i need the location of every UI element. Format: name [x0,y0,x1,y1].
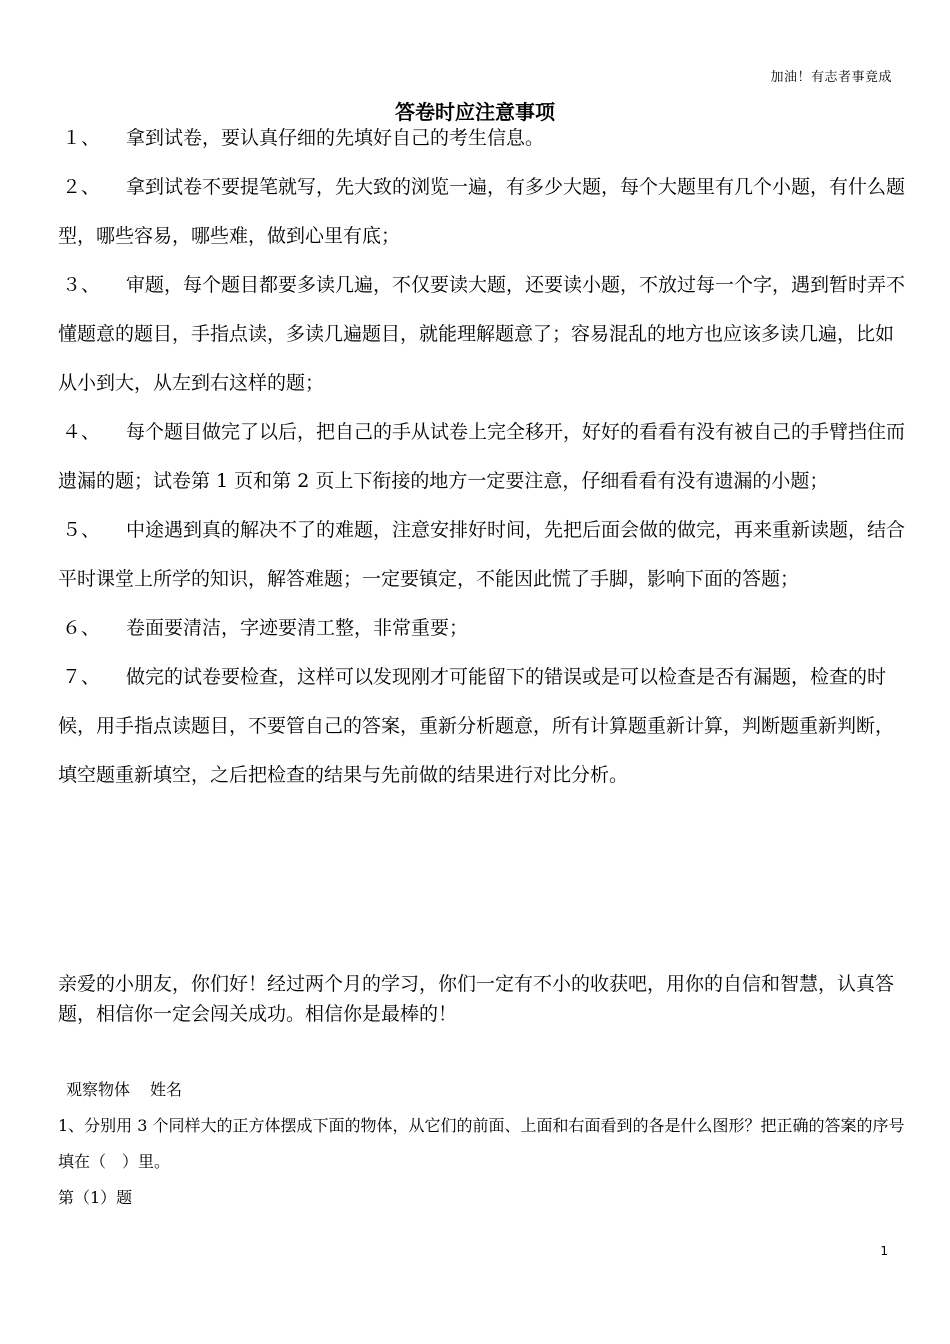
item-number: ３、 [62,274,101,296]
page-number: 1 [880,1244,888,1258]
document-title: 答卷时应注意事项 [395,100,555,124]
item-number: ５、 [62,519,101,541]
item-text: 做完的试卷要检查，这样可以发现刚才可能留下的错误或是可以检查是否有漏题，检查的时候，用手指点读题目，不要管自己的答案，重新分析题意，所有计算题重新计算，判断题重新判断，填空题重新填空，之后把检查的结果与先前做的结果进行对比分析。 [58,666,895,786]
exercise-question: 1、分别用 3 个同样大的正方体摆成下面的物体，从它们的前面、上面和右面看到的各是什么图形？把正确的答案的序号填在（ ）里。 [58,1116,905,1171]
list-item [58,653,910,800]
list-item [58,261,910,408]
item-text: 拿到试卷，要认真仔细的先填好自己的考生信息。 [126,127,545,149]
item-number: ７、 [62,666,101,688]
exercise-section [58,1072,910,1216]
item-text: 中途遇到真的解决不了的难题，注意安排好时间，先把后面会做的做完，再来重新读题，结合平时课堂上所学的知识，解答难题；一定要镇定，不能因此慌了手脚，影响下面的答题； [58,519,906,590]
item-number: １、 [62,127,101,149]
exercise-heading [58,1072,910,1108]
item-number: ２、 [62,176,101,198]
item-number: ６、 [62,617,101,639]
greeting-paragraph: 亲爱的小朋友，你们好！经过两个月的学习，你们一定有不小的收获吧，用你的自信和智慧，认真答题，相信你一定会闯关成功。相信你是最棒的！ [58,973,895,1025]
list-item [58,604,910,653]
name-label: 姓名 [150,1080,183,1099]
item-text: 审题，每个题目都要多读几遍，不仅要读大题，还要读小题，不放过每一个字，遇到暂时弄不懂题意的题目，手指点读，多读几遍题目，就能理解题意了；容易混乱的地方也应该多读几遍，比如从小到大，从左到右这样的题； [58,274,906,394]
list-item [58,408,910,506]
notice-list [58,114,910,800]
item-number: ４、 [62,421,101,443]
list-item [58,506,910,604]
header-motto: 加油！有志者事竟成 [770,70,892,85]
list-item [58,163,910,261]
sub-question-label: 第（1）题 [58,1188,133,1207]
list-item [58,114,910,163]
exercise-title: 观察物体 [66,1080,131,1099]
item-text: 每个题目做完了以后，把自己的手从试卷上完全移开，好好的看看有没有被自己的手臂挡住而遗漏的题；试卷第 1 页和第 2 页上下衔接的地方一定要注意，仔细看看有没有遗漏的小题； [58,421,906,492]
item-text: 卷面要清洁，字迹要清工整，非常重要； [126,617,469,639]
item-text: 拿到试卷不要提笔就写，先大致的浏览一遍，有多少大题，每个大题里有几个小题，有什么题型，哪些容易，哪些难，做到心里有底； [58,176,906,247]
